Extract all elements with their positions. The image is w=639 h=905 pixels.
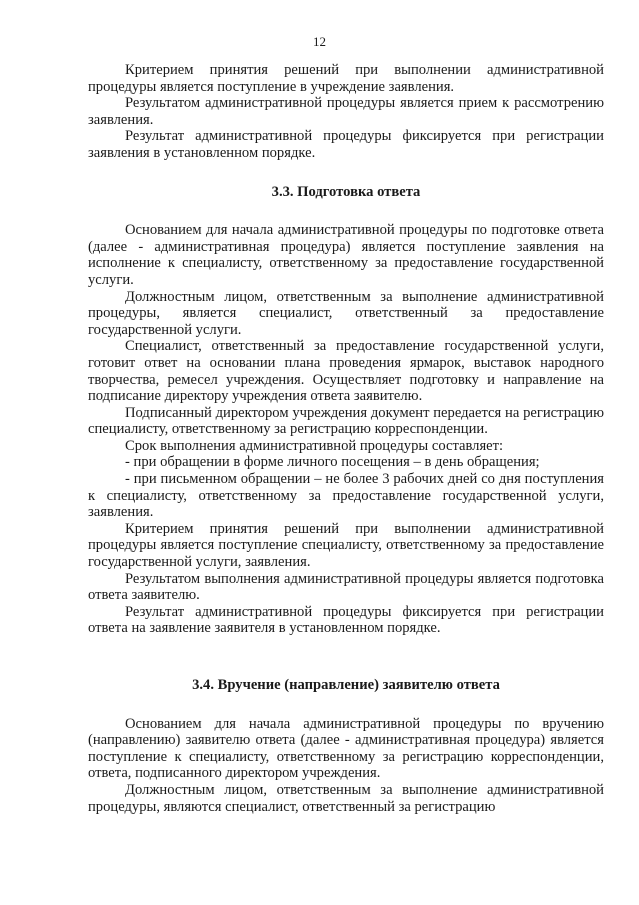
paragraph: Должностным лицом, ответственным за выполнение административной процедуры, является специалист, ответственный за предоставление государственной услуги. — [88, 288, 604, 338]
list-item: - при обращении в форме личного посещения – в день обращения; — [125, 454, 540, 471]
paragraph: Критерием принятия решений при выполнении административной процедуры является поступление в учреждение заявления. — [88, 62, 604, 95]
section-heading-3-3: 3.3. Подготовка ответа — [271, 183, 421, 200]
paragraph: Подписанный директором учреждения документ передается на регистрацию специалисту, ответственному за регистрацию корреспонденции. — [88, 404, 604, 438]
paragraph: Критерием принятия решений при выполнении административной процедуры является поступление специалисту, ответственному за предоставление государственной услуги, заявления. — [88, 520, 604, 571]
paragraph: Результатом административной процедуры является прием к рассмотрению заявления. — [88, 95, 604, 128]
paragraph: Результат административной процедуры фиксируется при регистрации заявления в установленном порядке. — [88, 128, 604, 161]
page-number: 12 — [313, 34, 326, 49]
section-heading-3-4: 3.4. Вручение (направление) заявителю ответа — [192, 677, 500, 693]
paragraph: Результатом выполнения административной процедуры является подготовка ответа заявителю. — [88, 570, 604, 604]
paragraph: Основанием для начала административной процедуры по вручению (направлению) заявителю ответа (далее - административная процедура) является поступление к специалисту, ответственному за регистрацию корреспонденции, ответа, подписанного директором учреждения. — [88, 715, 604, 782]
paragraph: Должностным лицом, ответственным за выполнение административной процедуры, являются специалист, ответственный за регистрацию — [88, 781, 604, 815]
document-body — [88, 62, 604, 815]
paragraph: Основанием для начала административной процедуры по подготовке ответа (далее - административная процедура) является поступление заявления на исполнение к специалисту, ответственному за предоставление государственной услуги. — [88, 222, 604, 288]
paragraph: Специалист, ответственный за предоставление государственной услуги, готовит ответ на основании плана проведения ярмарок, выставок народного творчества, ремесел учреждения. Осуществляет подготовку и направление на подписание директору учреждения ответа заявителю. — [88, 338, 604, 405]
list-item: - при письменном обращении – не более 3 рабочих дней со дня поступления к специалисту, ответственному за предоставление государственной услуги, заявления. — [88, 471, 604, 521]
paragraph: Результат административной процедуры фиксируется при регистрации ответа на заявление заявителя в установленном порядке. — [88, 603, 604, 637]
paragraph: Срок выполнения административной процедуры составляет: — [125, 437, 504, 454]
